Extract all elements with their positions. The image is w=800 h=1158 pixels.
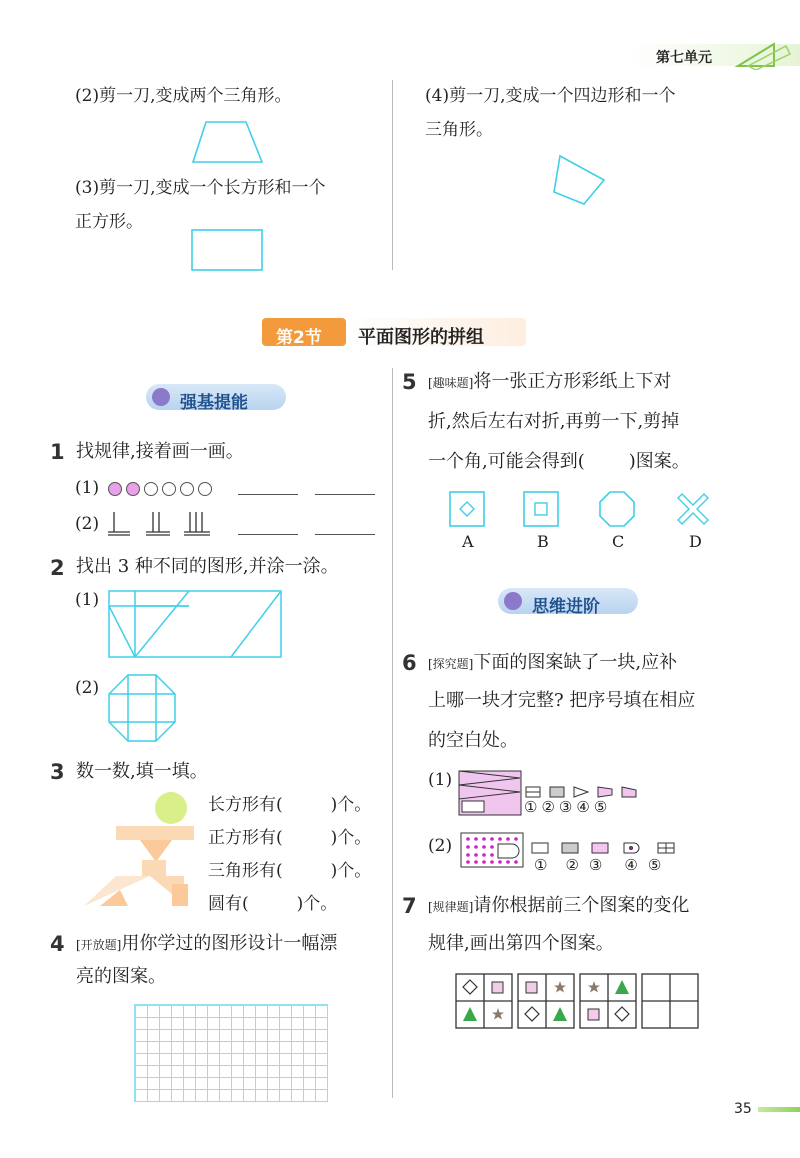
problem-7-line2: 规律,画出第四个图案。 (428, 933, 614, 954)
p3-line-square: 正方形有( )个。 (208, 828, 372, 848)
problem-6-line2: 上哪一块才完整? 把序号填在相应 (428, 690, 696, 711)
option-c-figure (598, 490, 638, 530)
p3-line-rect: 长方形有( )个。 (208, 795, 372, 815)
tangram-person-figure (80, 790, 200, 910)
option-d-label: D (689, 532, 702, 551)
pencil-icon (152, 388, 170, 406)
problem-2-text: 找出 3 种不同的图形,并涂一涂。 (76, 556, 339, 577)
problem-5-line1: [趣味题]将一张正方形彩纸上下对 (428, 371, 672, 392)
problem-2-sub1: (1) (75, 590, 100, 610)
problem-5-line2: 折,然后左右对折,再剪一下,剪掉 (428, 411, 680, 432)
option-a-label: A (462, 532, 474, 551)
top-q4-line2: 三角形。 (425, 120, 493, 140)
quadrilateral-shape (548, 152, 608, 208)
top-q3-line1: (3)剪一刀,变成一个长方形和一个 (75, 178, 326, 198)
p6-choices-2 (528, 840, 688, 856)
p6-marks-1: ①②③④⑤ (524, 798, 612, 816)
drawing-grid[interactable] (134, 1004, 328, 1102)
octagon-grid-figure (106, 672, 178, 744)
footer-bar (758, 1107, 800, 1112)
badge-basic: 强基提能 (146, 384, 286, 410)
option-c-label: C (612, 532, 625, 551)
p6-marks-2: ① ② ③ ④ ⑤ (534, 856, 662, 874)
rectangle-shape (190, 228, 266, 274)
section-heading (262, 316, 532, 348)
top-q2: (2)剪一刀,变成两个三角形。 (75, 86, 292, 106)
p1-row2-answer-1[interactable] (238, 534, 298, 535)
circle-pattern (106, 478, 218, 500)
p1-row1-answer-2[interactable] (315, 494, 375, 495)
problem-1-row1-label: (1) (75, 478, 100, 498)
problem-1-number: 1 (50, 440, 65, 464)
badge-advanced: 思维进阶 (498, 588, 638, 614)
problem-7-number: 7 (402, 894, 417, 918)
unit-header (630, 40, 800, 70)
p1-row1-answer-1[interactable] (238, 494, 298, 495)
problem-4-number: 4 (50, 932, 65, 956)
section-title: 平面图形的拼组 (358, 327, 484, 348)
top-q4-line1: (4)剪一刀,变成一个四边形和一个 (425, 86, 676, 106)
option-a-figure (448, 490, 488, 530)
section-number: 第2节 (276, 328, 322, 348)
option-d-figure (674, 490, 714, 530)
problem-3-text: 数一数,填一填。 (76, 761, 208, 782)
column-divider-main (392, 368, 393, 1098)
problem-5-number: 5 (402, 370, 417, 394)
problem-2-number: 2 (50, 556, 65, 580)
problem-6-line1: [探究题]下面的图案缺了一块,应补 (428, 652, 678, 673)
problem-1-row2-label: (2) (75, 514, 100, 534)
trapezoid-shape (190, 118, 270, 166)
problem-4-line2: 亮的图案。 (76, 966, 166, 987)
problem-7-line1: [规律题]请你根据前三个图案的变化 (428, 895, 690, 916)
p3-line-triangle: 三角形有( )个。 (208, 861, 372, 881)
problem-2-sub2: (2) (75, 678, 100, 698)
p6-pattern-2 (460, 832, 524, 868)
unit-label: 第七单元 (656, 50, 712, 66)
column-divider-top (392, 80, 393, 270)
problem-1-text: 找规律,接着画一画。 (76, 441, 244, 462)
problem-6-sub2: (2) (428, 836, 453, 856)
p3-line-circle: 圆有( )个。 (208, 894, 338, 914)
stick-pattern (104, 508, 224, 538)
problem-3-number: 3 (50, 760, 65, 784)
top-q3-line2: 正方形。 (75, 212, 143, 232)
p6-pattern-1 (458, 770, 522, 816)
composite-rectangle-figure (106, 588, 286, 660)
page-number: 35 (734, 1101, 752, 1117)
problem-4-line1: [开放题]用你学过的图形设计一幅漂 (76, 933, 338, 954)
option-b-label: B (537, 532, 549, 551)
medal-icon (504, 592, 522, 610)
problem-6-number: 6 (402, 651, 417, 675)
problem-6-line3: 的空白处。 (428, 730, 518, 751)
ruler-icon (734, 40, 794, 70)
problem-6-sub1: (1) (428, 770, 453, 790)
option-b-figure (522, 490, 562, 530)
p1-row2-answer-2[interactable] (315, 534, 375, 535)
p7-pattern-sequence (454, 972, 700, 1030)
problem-5-line3: 一个角,可能会得到( )图案。 (428, 451, 690, 472)
